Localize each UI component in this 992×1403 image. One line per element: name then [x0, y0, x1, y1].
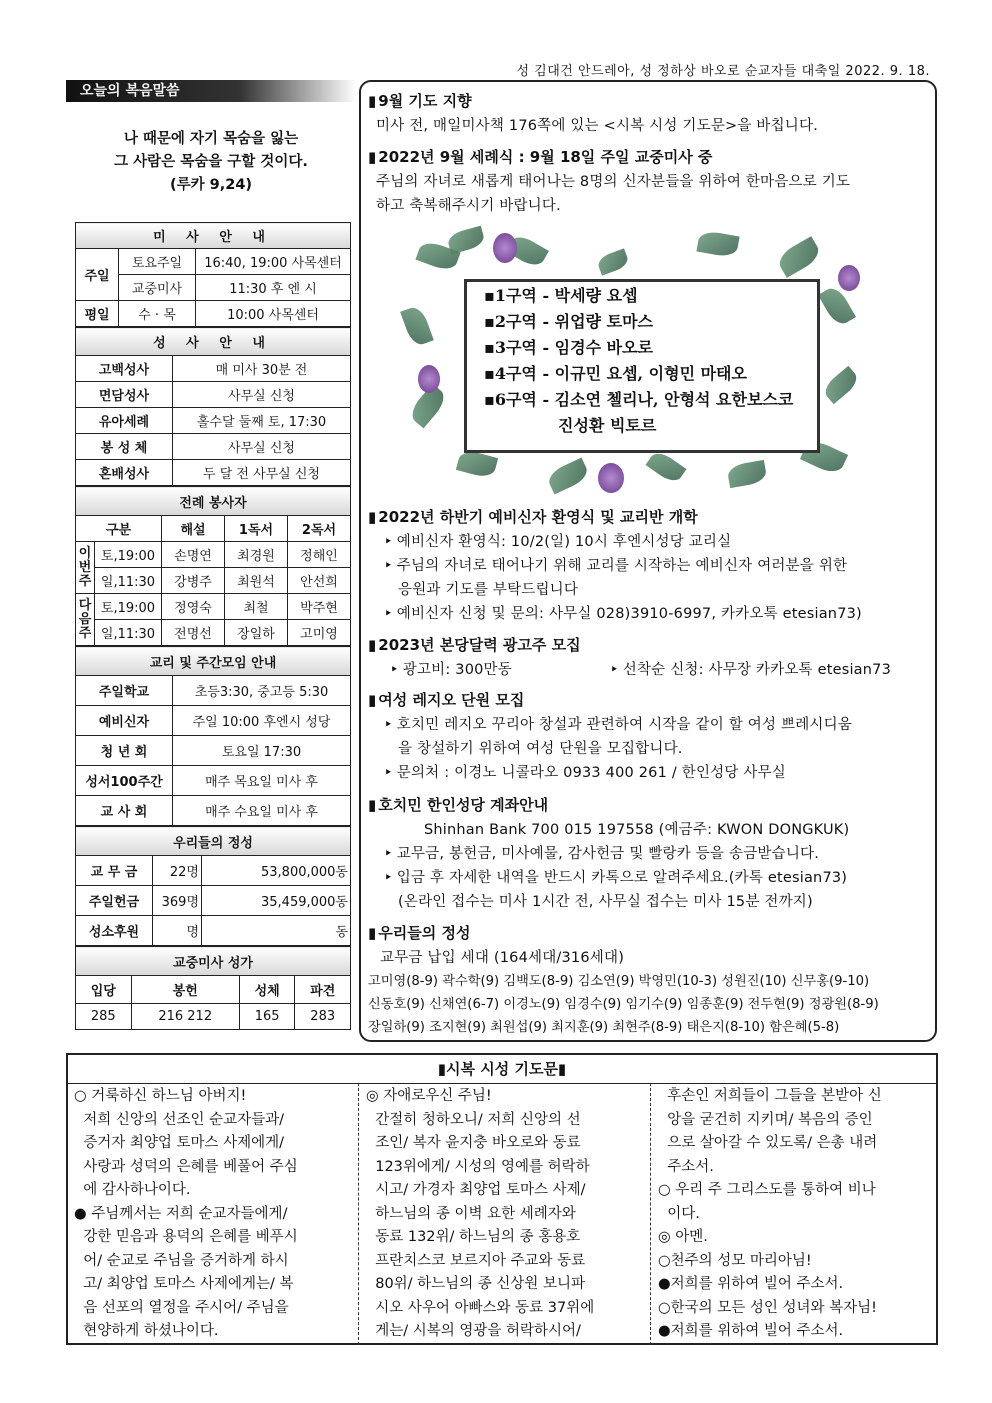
- prayer-line: ●저희를 위하여 빌어 주소서.: [658, 1323, 844, 1339]
- our-offering-title: ▮ 우리들의 정성: [368, 922, 470, 943]
- catechumen-item: ‣ 예비신자 환영식: 10/2(일) 10시 후엔시성당 교리실: [384, 530, 939, 554]
- donor-names-line: 장일하(9) 조지현(9) 최원섭(9) 최지훈(9) 최현주(8-9) 태은지(8-10) 함은혜(5-8): [368, 1020, 840, 1035]
- hymns-title: 교중미사 성가: [76, 947, 351, 976]
- prayer-line: 강한 믿음과 용덕의 은혜를 베푸시: [74, 1229, 298, 1245]
- prayer-line: 증거자 최양업 토마스 사제에게/: [74, 1135, 285, 1151]
- servers-time: 토,19:00: [95, 594, 162, 620]
- mass-row-label: 수 · 목: [119, 301, 196, 327]
- offering-amount: 동: [202, 916, 351, 946]
- offering-table: [75, 826, 351, 946]
- prayer-column-3: [652, 1085, 938, 1343]
- column-divider: [358, 1083, 359, 1345]
- sacrament-label: 유아세례: [76, 408, 173, 434]
- prayer-line: 현양하게 하셨나이다.: [74, 1323, 219, 1339]
- sacrament-title: 성 사 안 내: [76, 328, 351, 356]
- baptism-list-item: ▪3구역 - 임경수 바오로: [484, 338, 653, 357]
- donor-names: [368, 970, 933, 1039]
- baptism-list-item: 진성환 빅토르: [558, 416, 657, 435]
- mass-row-time: 16:40, 19:00 사목센터: [196, 249, 351, 275]
- flower-decoration: [418, 365, 440, 393]
- leaf-decoration: [545, 458, 591, 495]
- account-item-cont: (온라인 접수는 미사 1시간 전, 사무실 접수는 미사 15분 전까지): [398, 894, 813, 910]
- prayer-line: 동료 132위/ 하느님의 종 홍용호: [366, 1229, 581, 1245]
- sacrament-label: 면담성사: [76, 382, 173, 408]
- sacrament-value: 홀수달 둘째 토, 17:30: [173, 408, 351, 434]
- gospel-reference: (루카 9,24): [169, 177, 253, 193]
- hymn-header: 입당: [76, 976, 132, 1004]
- hymns-table: [75, 946, 351, 1030]
- servers-cell: 안선희: [288, 568, 351, 594]
- leaf-decoration: [726, 460, 767, 488]
- donor-names-line: 신동호(9) 신채연(6-7) 이경노(9) 임경수(9) 임기수(9) 임종훈(9) 전두현(9) 정광원(8-9): [368, 997, 879, 1012]
- meeting-label: 주일학교: [76, 676, 173, 706]
- left-info-column: [75, 222, 351, 1030]
- prayer-line: ◎ 아멘.: [658, 1229, 708, 1245]
- sacrament-table: [75, 327, 351, 486]
- our-offering-sub: 교무금 납입 세대 (164세대/316세대): [380, 950, 625, 966]
- baptism-list-item: ▪1구역 - 박세량 요셉: [484, 286, 638, 305]
- account-text: [384, 818, 939, 914]
- mass-row-label: 토요주일: [119, 249, 196, 275]
- account-item: ‣ 입금 후 자세한 내역을 반드시 카톡으로 알려주세요.(카톡 etesian73): [384, 866, 939, 890]
- prayer-line: ◎ 자애로우신 주님!: [366, 1088, 492, 1104]
- meeting-value: 주일 10:00 후엔시 성당: [173, 706, 351, 736]
- sacrament-label: 혼배성사: [76, 460, 173, 486]
- hymn-number: 216 212: [131, 1004, 239, 1030]
- donor-names-line: 고미영(8-9) 곽수학(9) 김백도(8-9) 김소연(9) 박영민(10-3) 성원진(10) 신무홍(9-10): [368, 974, 870, 989]
- servers-cell: 고미영: [288, 620, 351, 646]
- sacrament-label: 봉 성 체: [76, 434, 173, 460]
- prayer-line: 저희 신앙의 선조인 순교자들과/: [74, 1111, 285, 1128]
- mass-row-time: 11:30 후 엔 시: [196, 275, 351, 301]
- servers-header: 구분: [76, 516, 162, 542]
- legio-text: [384, 713, 939, 785]
- meeting-value: 매주 수요일 미사 후: [173, 796, 351, 826]
- prayer-line: 음 선포의 열정을 주시어/ 주님을: [74, 1299, 289, 1316]
- offering-amount: 35,459,000동: [202, 886, 351, 916]
- gospel-line-2: 그 사람은 목숨을 구할 것이다.: [114, 154, 308, 170]
- prayer-line: ○ 우리 주 그리스도를 통하여 비나: [658, 1182, 876, 1198]
- bank-account-number: Shinhan Bank 700 015 197558 (예금주: KWON DONGKUK): [424, 822, 850, 838]
- prayer-line: ● 주님께서는 저희 순교자들에게/: [74, 1205, 288, 1222]
- servers-cell: 최경원: [225, 542, 288, 568]
- servers-cell: 강병주: [162, 568, 225, 594]
- servers-time: 토,19:00: [95, 542, 162, 568]
- offering-count: 명: [153, 916, 202, 946]
- mass-schedule-table: [75, 222, 351, 327]
- prayer-line: 123위에게/ 시성의 영예를 허락하: [366, 1158, 590, 1175]
- liturgy-servers-table: [75, 486, 351, 646]
- servers-header: 2독서: [288, 516, 351, 542]
- calendar-ad-text: [390, 658, 945, 682]
- gospel-title-bar: 오늘의 복음말씀: [66, 80, 356, 102]
- prayer-line: 에 감사하나이다.: [74, 1182, 191, 1198]
- mass-row-time: 10:00 사목센터: [196, 301, 351, 327]
- leaf-decoration: [775, 236, 823, 278]
- offering-label: 교 무 금: [76, 856, 153, 886]
- baptism-list-item: ▪2구역 - 위업량 토마스: [484, 312, 653, 331]
- calendar-ad-title: ▮ 2023년 본당달력 광고주 모집: [368, 634, 581, 655]
- baptism-text-line: 주님의 자녀로 새롭게 태어나는 8명의 신자분들을 위하여 한마음으로 기도: [376, 174, 851, 190]
- prayer-column-2: [360, 1085, 650, 1343]
- legio-item: ‣ 호치민 레지오 꾸리아 창설과 관련하여 시작을 같이 할 여성 쁘레시디움: [384, 713, 939, 737]
- baptism-list-item: ▪4구역 - 이규민 요셉, 이형민 마태오: [484, 364, 747, 383]
- hymn-header: 성체: [239, 976, 295, 1004]
- offering-count: 22명: [153, 856, 202, 886]
- catechumen-item-cont: 응원과 기도를 부탁드립니다: [398, 582, 579, 598]
- baptism-list: [484, 283, 793, 439]
- account-title: ▮ 호치민 한인성당 계좌안내: [368, 794, 548, 815]
- prayer-line: ○한국의 모든 성인 성녀와 복자님!: [658, 1299, 877, 1316]
- servers-title: 전례 봉사자: [76, 487, 351, 516]
- leaf-decoration: [456, 448, 498, 479]
- next-week-label: 다음주: [76, 594, 95, 646]
- baptism-list-item: ▪6구역 - 김소연 첼리나, 안형석 요한보스코: [484, 390, 794, 409]
- meeting-value: 매주 목요일 미사 후: [173, 766, 351, 796]
- prayer-line: 시고/ 가경자 최양업 토마스 사제/: [366, 1182, 586, 1198]
- prayer-column-1: [68, 1085, 358, 1343]
- column-divider: [650, 1083, 651, 1345]
- meetings-table: [75, 646, 351, 826]
- prayer-intention-text: 미사 전, 매일미사책 176쪽에 있는 <시복 시성 기도문>을 바칩니다.: [376, 118, 819, 134]
- meeting-label: 성서100주간: [76, 766, 173, 796]
- offering-label: 성소후원: [76, 916, 153, 946]
- meeting-label: 청 년 회: [76, 736, 173, 766]
- baptism-text: [376, 170, 931, 218]
- sacrament-value: 사무실 신청: [173, 382, 351, 408]
- gospel-verse: [66, 128, 356, 197]
- prayer-line: 앙을 굳건히 지키며/ 복음의 증인: [658, 1111, 873, 1128]
- offering-title: 우리들의 정성: [76, 827, 351, 856]
- prayer-title: ▮시복 시성 기도문▮: [68, 1055, 936, 1084]
- flower-decoration: [838, 265, 860, 291]
- legio-item-cont: 을 창설하기 위하여 여성 단원을 모집합니다.: [398, 741, 683, 757]
- this-week-label: 이번주: [76, 542, 95, 594]
- meeting-label: 교 사 회: [76, 796, 173, 826]
- prayer-intention-title: ▮ 9월 기도 지향: [368, 90, 472, 111]
- meeting-value: 토요일 17:30: [173, 736, 351, 766]
- leaf-decoration: [821, 366, 861, 404]
- catechumen-item: ‣ 주님의 자녀로 태어나기 위해 교리를 시작하는 예비신자 여러분을 위한: [384, 554, 939, 578]
- prayer-line: 하느님의 종 이벽 요한 세례자와: [366, 1205, 576, 1222]
- prayer-line: 고/ 최양업 토마스 사제에게는/ 복: [74, 1276, 294, 1292]
- prayer-line: 조인/ 복자 윤지충 바오로와 동료: [366, 1135, 581, 1151]
- calendar-ad-apply: ‣ 선착순 신청: 사무장 카카오톡 etesian73: [610, 662, 891, 678]
- servers-cell: 손명연: [162, 542, 225, 568]
- beatification-prayer-box: [66, 1053, 938, 1345]
- servers-cell: 최철: [225, 594, 288, 620]
- flower-decoration: [493, 233, 517, 263]
- hymn-header: 파견: [295, 976, 351, 1004]
- leaf-decoration: [596, 248, 630, 275]
- sacrament-value: 두 달 전 사무실 신청: [173, 460, 351, 486]
- baptism-text-line: 하고 축복해주시기 바랍니다.: [376, 198, 561, 214]
- catechumen-item: ‣ 예비신자 신청 및 문의: 사무실 028)3910-6997, 카카오톡 etesian73): [384, 602, 939, 626]
- sacrament-value: 사무실 신청: [173, 434, 351, 460]
- prayer-line: 으로 살아갈 수 있도록/ 은총 내려: [658, 1135, 878, 1151]
- hymn-header: 봉헌: [131, 976, 239, 1004]
- hymn-number: 285: [76, 1004, 132, 1030]
- servers-cell: 정영숙: [162, 594, 225, 620]
- prayer-line: 게는/ 시복의 영광을 허락하시어/: [366, 1323, 581, 1339]
- servers-header: 1독서: [225, 516, 288, 542]
- mass-schedule-title: 미 사 안 내: [76, 223, 351, 249]
- servers-time: 일,11:30: [95, 568, 162, 594]
- servers-time: 일,11:30: [95, 620, 162, 646]
- catechumen-title: ▮ 2022년 하반기 예비신자 환영식 및 교리반 개학: [368, 506, 698, 527]
- account-item: ‣ 교무금, 봉헌금, 미사예물, 감사헌금 및 빨랑카 등을 송금받습니다.: [384, 842, 939, 866]
- weekday-label: 평일: [76, 301, 119, 327]
- prayer-line: ●저희를 위하여 빌어 주소서.: [658, 1276, 844, 1292]
- prayer-line: ○ 거룩하신 하느님 아버지!: [74, 1088, 247, 1104]
- prayer-line: 후손인 저희들이 그들을 본받아 신: [658, 1088, 882, 1104]
- catechumen-text: [384, 530, 939, 626]
- legio-item: ‣ 문의처 : 이경노 니콜라오 0933 400 261 / 한인성당 사무실: [384, 761, 939, 785]
- leaf-decoration: [646, 448, 687, 485]
- servers-header: 해설: [162, 516, 225, 542]
- servers-cell: 박주현: [288, 594, 351, 620]
- flower-decoration: [598, 463, 624, 493]
- calendar-ad-fee: ‣ 광고비: 300만동: [390, 658, 610, 682]
- gospel-line-1: 나 때문에 자기 목숨을 잃는: [123, 131, 299, 147]
- prayer-line: 주소서.: [658, 1158, 714, 1175]
- meetings-title: 교리 및 주간모임 안내: [76, 647, 351, 676]
- prayer-line: 사랑과 성덕의 은혜를 베풀어 주심: [74, 1158, 298, 1175]
- baptism-wreath-frame: [398, 225, 868, 497]
- prayer-line: 간절히 청하오니/ 저희 신앙의 선: [366, 1111, 581, 1128]
- leaf-decoration: [446, 226, 486, 255]
- servers-cell: 정해인: [288, 542, 351, 568]
- bulletin-date-header: 성 김대건 안드레아, 성 정하상 바오로 순교자들 대축일 2022. 9. 18.: [516, 64, 930, 79]
- servers-cell: 장일하: [225, 620, 288, 646]
- prayer-line: 어/ 순교로 주님을 증거하게 하시: [74, 1252, 289, 1269]
- offering-label: 주일헌금: [76, 886, 153, 916]
- leaf-decoration: [400, 304, 434, 347]
- prayer-line: 이다.: [658, 1205, 700, 1222]
- baptism-title: ▮ 2022년 9월 세례식 : 9월 18일 주일 교중미사 중: [368, 146, 712, 167]
- sunday-label: 주일: [76, 249, 119, 301]
- meeting-value: 초등3:30, 중고등 5:30: [173, 676, 351, 706]
- hymn-number: 283: [295, 1004, 351, 1030]
- prayer-line: 시오 사우어 아빠스와 동료 37위에: [366, 1299, 595, 1316]
- offering-amount: 53,800,000동: [202, 856, 351, 886]
- servers-cell: 최원석: [225, 568, 288, 594]
- sacrament-value: 매 미사 30분 전: [173, 356, 351, 382]
- legio-title: ▮ 여성 레지오 단원 모집: [368, 689, 524, 710]
- offering-count: 369명: [153, 886, 202, 916]
- prayer-line: ○천주의 성모 마리아님!: [658, 1252, 812, 1269]
- hymn-number: 165: [239, 1004, 295, 1030]
- prayer-line: 80위/ 하느님의 종 신상원 보니파: [366, 1276, 586, 1292]
- leaf-decoration: [696, 230, 739, 259]
- sacrament-label: 고백성사: [76, 356, 173, 382]
- meeting-label: 예비신자: [76, 706, 173, 736]
- servers-cell: 전명선: [162, 620, 225, 646]
- prayer-line: 프란치스코 보르지아 주교와 동료: [366, 1252, 586, 1269]
- mass-row-label: 교중미사: [119, 275, 196, 301]
